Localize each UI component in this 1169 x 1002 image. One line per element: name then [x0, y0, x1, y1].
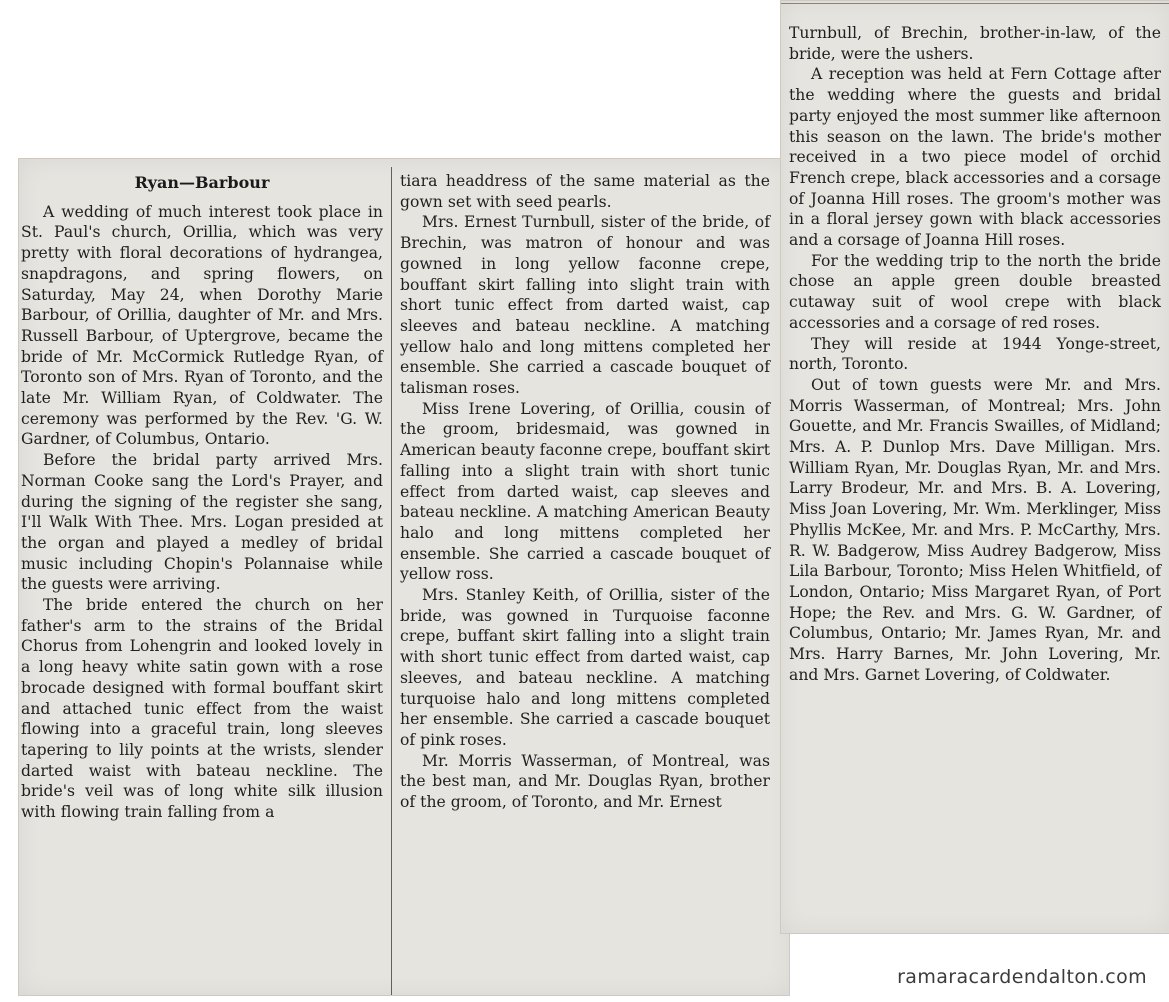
article-paragraph: For the wedding trip to the north the bride chose an apple green double breasted cutaway suit of wool crepe with black accessories and a corsage of red roses. — [789, 251, 1161, 332]
article-column-3 — [789, 23, 1161, 686]
column-divider — [391, 167, 392, 995]
article-paragraph: Miss Irene Lovering, of Orillia, cousin of the groom, bridesmaid, was gowned in American beauty faconne crepe, bouffant skirt falling into a slight train with short tunic effect from darted waist, cap sleeves and bateau neckline. A matching American Beauty halo and long mittens completed her ensemble. She carried a cascade bouquet of yellow ross. — [400, 399, 770, 584]
article-headline: Ryan—Barbour — [134, 173, 270, 192]
article-paragraph: A reception was held at Fern Cottage after the wedding where the guests and bridal party enjoyed the most summer like afternoon this season on the lawn. The bride's mother received in a two piece model of orchid French crepe, black accessories and a corsage of Joanna Hill roses. The groom's mother was in a floral jersey gown with black accessories and a corsage of Joanna Hill roses. — [789, 65, 1161, 250]
article-paragraph: Mrs. Ernest Turnbull, sister of the bride, of Brechin, was matron of honour and was gowned in long yellow faconne crepe, bouffant skirt falling into slight train with short tunic effect from darted waist, cap sleeves and bateau neckline. A matching yellow halo and long mittens completed her ensemble. She carried a cascade bouquet of talisman roses. — [400, 213, 770, 398]
site-watermark: ramaracardendalton.com — [897, 966, 1147, 988]
article-paragraph: Before the bridal party arrived Mrs. Norman Cooke sang the Lord's Prayer, and during the signing of the register she sang, I'll Walk With Thee. Mrs. Logan presided at the organ and played a medley of bridal music including Chopin's Polannaise while the guests were arriving. — [21, 451, 383, 594]
article-paragraph: A wedding of much interest took place in St. Paul's church, Orillia, which was very pretty with floral decorations of hydrangea, snapdragons, and spring flowers, on Saturday, May 24, when Dorothy Marie Barbour, of Orillia, daughter of Mr. and Mrs. Russell Barbour, of Uptergrove, became the bride of Mr. McCormick Rutledge Ryan, of Toronto son of Mrs. Ryan of Toronto, and the late Mr. William Ryan, of Coldwater. The ceremony was performed by the Rev. 'G. W. Gardner, of Columbus, Ontario. — [21, 202, 383, 449]
article-paragraph: Turnbull, of Brechin, brother-in-law, of the bride, were the ushers. — [789, 24, 1161, 63]
article-paragraph: Mrs. Stanley Keith, of Orillia, sister of the bride, was gowned in Turquoise faconne crepe, buffant skirt falling into a slight train with short tunic effect from darted waist, cap sleeves, and bateau neckline. A matching turquoise halo and long mittens completed her ensemble. She carried a cascade bouquet of pink roses. — [400, 586, 770, 749]
article-column-2 — [400, 171, 770, 813]
clipping-top-rule — [781, 3, 1169, 4]
article-column-1 — [19, 171, 383, 823]
clipping-right — [780, 0, 1169, 934]
article-paragraph: Mr. Morris Wasserman, of Montreal, was the best man, and Mr. Douglas Ryan, brother of the groom, of Toronto, and Mr. Ernest — [400, 751, 770, 812]
article-paragraph: tiara headdress of the same material as the gown set with seed pearls. — [400, 172, 770, 211]
clipping-left — [18, 158, 790, 996]
article-paragraph: Out of town guests were Mr. and Mrs. Morris Wasserman, of Montreal; Mrs. John Gouette, and Mr. Francis Swailles, of Midland; Mrs. A. P. Dunlop Mrs. Dave Milligan. Mrs. William Ryan, Mr. Douglas Ryan, Mr. and Mrs. Larry Brodeur, Mr. and Mrs. B. A. Lovering, Miss Joan Lovering, Mr. Wm. Merklinger, Miss Phyllis McKee, Mr. and Mrs. P. McCarthy, Mrs. R. W. Badgerow, Miss Audrey Badgerow, Miss Lila Barbour, Toronto; Miss Helen Whitfield, of London, Ontario; Miss Margaret Ryan, of Port Hope; the Rev. and Mrs. G. W. Gardner, of Columbus, Ontario; Mr. James Ryan, Mr. and Mrs. Harry Barnes, Mr. John Lovering, Mr. and Mrs. Garnet Lovering, of Coldwater. — [789, 375, 1161, 684]
article-paragraph: They will reside at 1944 Yonge-street, north, Toronto. — [789, 334, 1161, 374]
article-paragraph: The bride entered the church on her father's arm to the strains of the Bridal Chorus from Lohengrin and looked lovely in a long heavy white satin gown with a rose brocade designed with formal bouffant skirt and attached tunic effect from the waist flowing into a graceful train, long sleeves tapering to lily points at the wrists, slender darted waist with bateau neckline. The bride's veil was of long white silk illusion with flowing train falling from a — [21, 596, 383, 822]
